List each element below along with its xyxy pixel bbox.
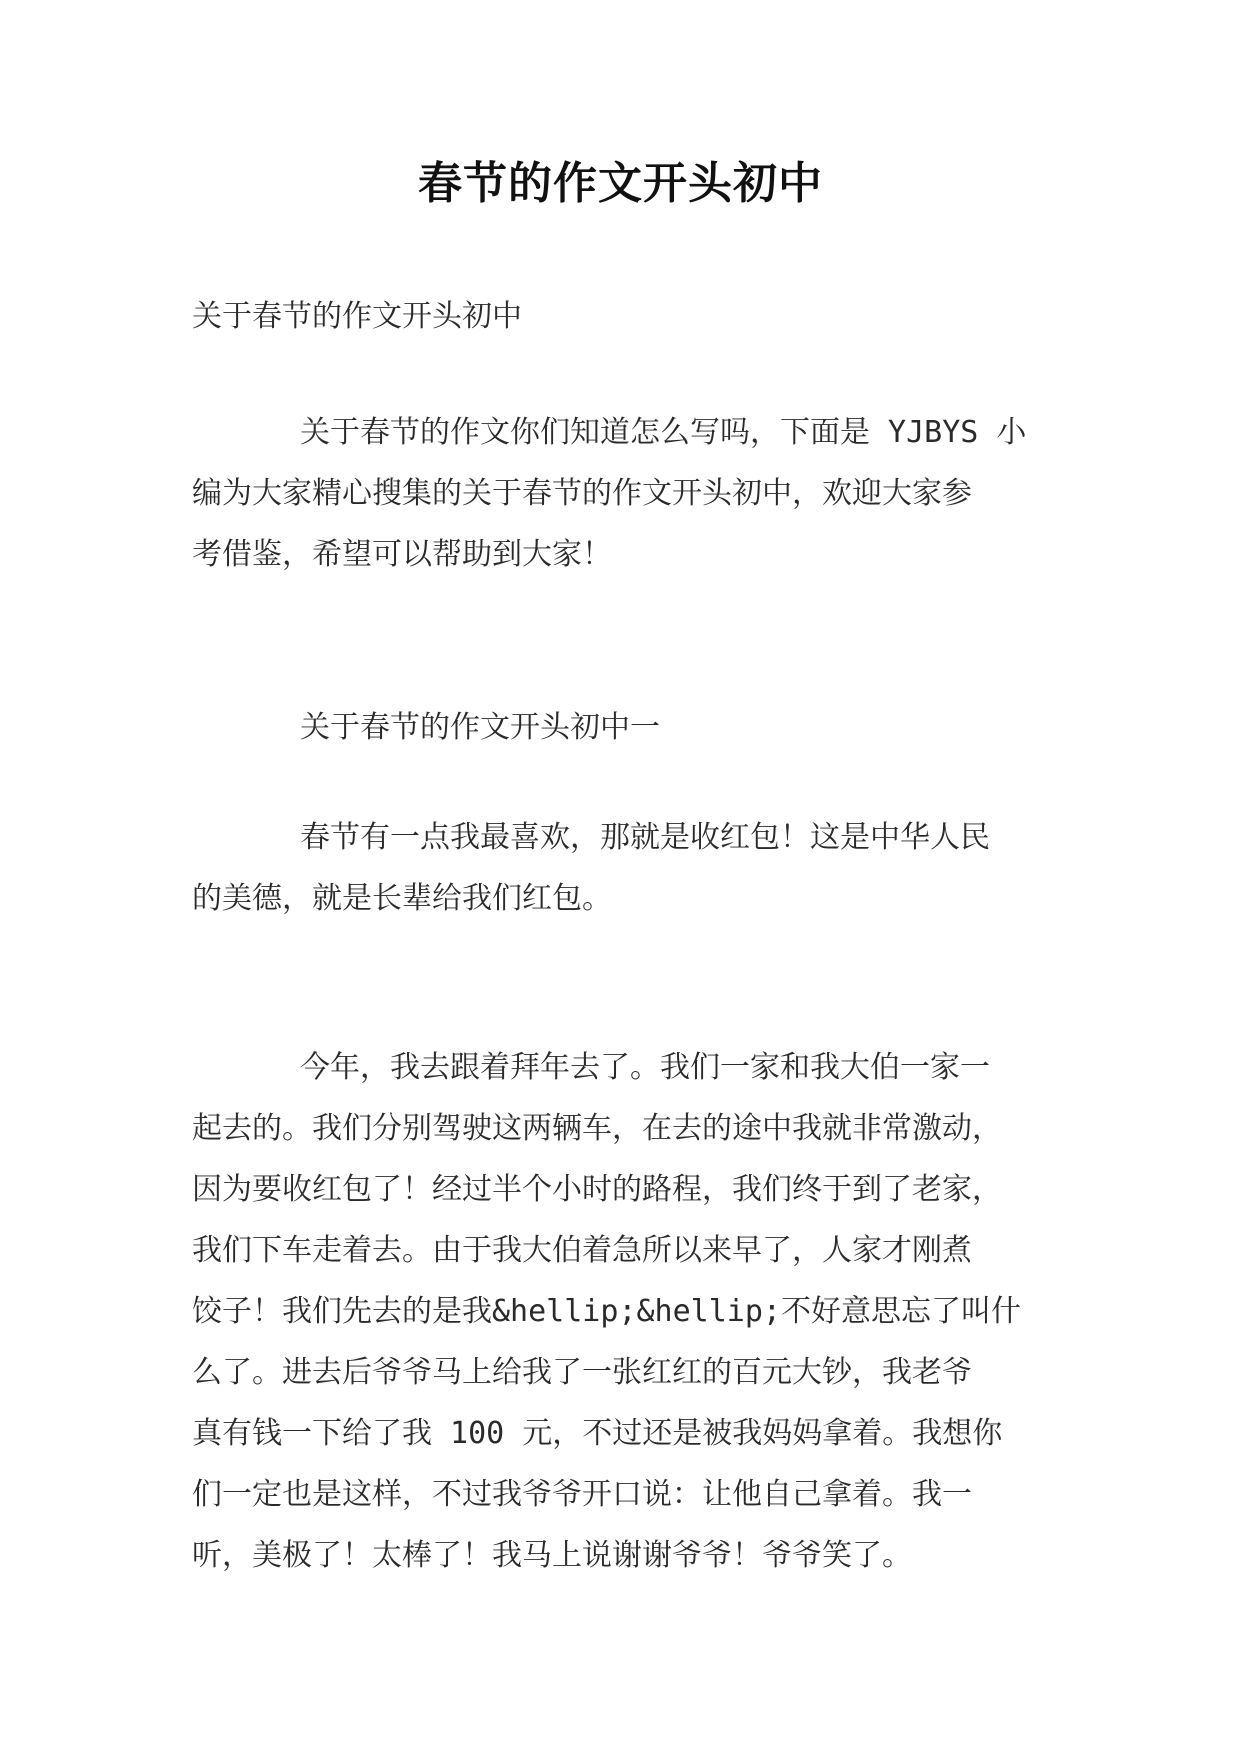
paragraph-line: 听，美极了！太棒了！我马上说谢谢爷爷！爷爷笑了。 — [192, 1538, 912, 1573]
section-heading-text: 关于春节的作文开头初中一 — [300, 710, 660, 745]
paragraph-line: 么了。进去后爷爷马上给我了一张红红的百元大钞，我老爷 — [192, 1355, 972, 1390]
intro-paragraph — [192, 402, 1052, 585]
subtitle-line: 关于春节的作文开头初中 — [192, 299, 522, 334]
paragraph-line: 饺子！我们先去的是我&hellip;&hellip;不好意思忘了叫什 — [192, 1294, 1021, 1329]
intro-line: 关于春节的作文你们知道怎么写吗，下面是 YJBYS 小 — [300, 415, 1027, 450]
paragraph-line: 今年，我去跟着拜年去了。我们一家和我大伯一家一 — [300, 1050, 990, 1085]
intro-line: 考借鉴，希望可以帮助到大家！ — [192, 537, 612, 572]
document-subtitle — [192, 286, 1052, 347]
paragraph-line: 我们下车走着去。由于我大伯着急所以来早了，人家才刚煮 — [192, 1233, 972, 1268]
paragraph-line: 的美德，就是长辈给我们红包。 — [192, 881, 612, 916]
paragraph-1 — [192, 807, 1052, 929]
section-heading — [192, 697, 1052, 758]
paragraph-line: 们一定也是这样，不过我爷爷开口说：让他自己拿着。我一 — [192, 1477, 972, 1512]
paragraph-line: 因为要收红包了！经过半个小时的路程，我们终于到了老家， — [192, 1172, 1002, 1207]
paragraph-line: 春节有一点我最喜欢，那就是收红包！这是中华人民 — [300, 820, 990, 855]
intro-line: 编为大家精心搜集的关于春节的作文开头初中，欢迎大家参 — [192, 476, 972, 511]
paragraph-line: 起去的。我们分别驾驶这两辆车，在去的途中我就非常激动， — [192, 1111, 1002, 1146]
paragraph-2 — [192, 1037, 1052, 1586]
page-title: 春节的作文开头初中 — [418, 158, 823, 209]
paragraph-line: 真有钱一下给了我 100 元，不过还是被我妈妈拿着。我想你 — [192, 1416, 1003, 1451]
